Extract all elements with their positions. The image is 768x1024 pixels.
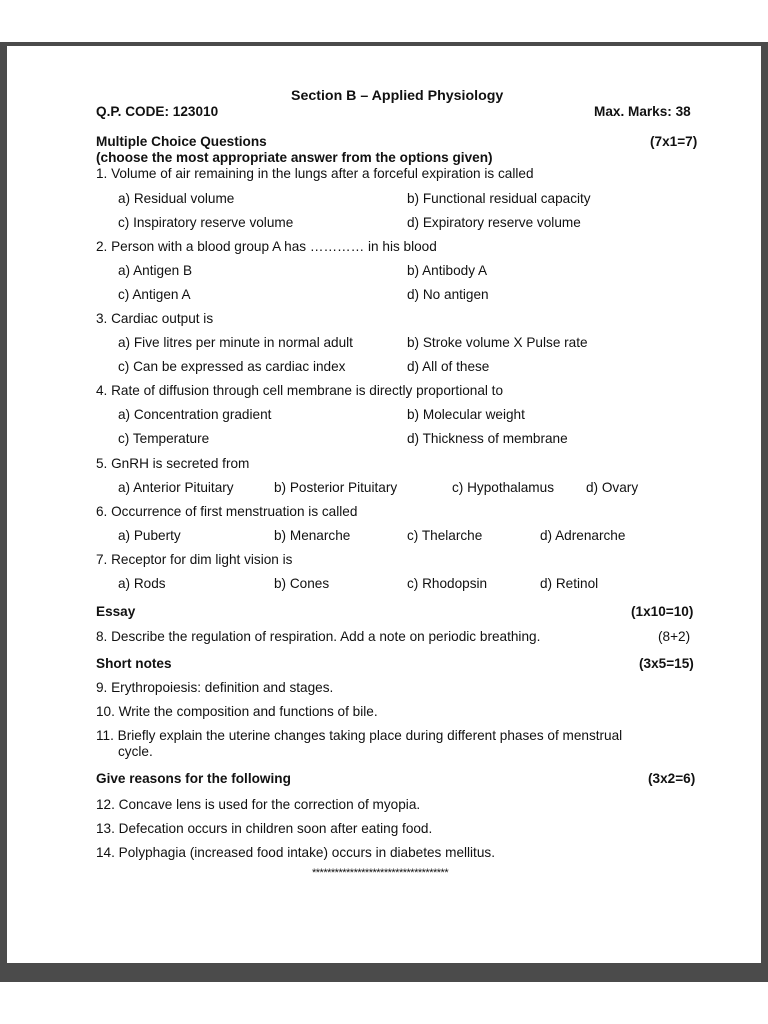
- mcq-instruction: (choose the most appropriate answer from the options given): [96, 150, 493, 165]
- q4-option-d: d) Thickness of membrane: [407, 431, 568, 446]
- mcq-heading: Multiple Choice Questions: [96, 134, 267, 149]
- question-14: 14. Polyphagia (increased food intake) occurs in diabetes mellitus.: [96, 845, 495, 860]
- q2-option-b: b) Antibody A: [407, 263, 488, 278]
- section-title: Section B – Applied Physiology: [291, 88, 504, 104]
- q4-option-c: c) Temperature: [118, 431, 210, 446]
- question-7: 7. Receptor for dim light vision is: [96, 552, 293, 567]
- q7-option-b: b) Cones: [274, 576, 330, 591]
- q3-option-c: c) Can be expressed as cardiac index: [118, 359, 346, 374]
- question-2: 2. Person with a blood group A has ………… in his blood: [96, 239, 437, 254]
- q5-option-d: d) Ovary: [586, 480, 639, 495]
- q6-option-c: c) Thelarche: [407, 528, 483, 543]
- q3-option-b: b) Stroke volume X Pulse rate: [407, 335, 588, 350]
- q5-option-c: c) Hypothalamus: [452, 480, 554, 495]
- q6-option-b: b) Menarche: [274, 528, 351, 543]
- essay-heading: Essay: [96, 604, 136, 619]
- q2-option-c: c) Antigen A: [118, 287, 191, 302]
- question-13: 13. Defecation occurs in children soon after eating food.: [96, 821, 433, 836]
- short-notes-heading: Short notes: [96, 656, 172, 671]
- q3-option-a: a) Five litres per minute in normal adult: [118, 335, 353, 350]
- q5-option-b: b) Posterior Pituitary: [274, 480, 398, 495]
- question-8: 8. Describe the regulation of respiration. Add a note on periodic breathing.: [96, 629, 541, 644]
- q7-option-a: a) Rods: [118, 576, 166, 591]
- q4-option-b: b) Molecular weight: [407, 407, 525, 422]
- question-11-continued: cycle.: [118, 744, 153, 759]
- mcq-marks: (7x1=7): [650, 134, 698, 149]
- question-10: 10. Write the composition and functions of bile.: [96, 704, 378, 719]
- q7-option-c: c) Rhodopsin: [407, 576, 488, 591]
- q6-option-a: a) Puberty: [118, 528, 181, 543]
- q7-option-d: d) Retinol: [540, 576, 599, 591]
- end-marker: ************************************: [312, 867, 449, 879]
- q6-option-d: d) Adrenarche: [540, 528, 626, 543]
- reasons-marks: (3x2=6): [648, 771, 696, 786]
- q4-option-a: a) Concentration gradient: [118, 407, 272, 422]
- q1-option-b: b) Functional residual capacity: [407, 191, 591, 206]
- q2-option-d: d) No antigen: [407, 287, 489, 302]
- q1-option-a: a) Residual volume: [118, 191, 235, 206]
- q3-option-d: d) All of these: [407, 359, 490, 374]
- question-8-marks: (8+2): [658, 629, 691, 644]
- question-5: 5. GnRH is secreted from: [96, 456, 250, 471]
- question-3: 3. Cardiac output is: [96, 311, 214, 326]
- q2-option-a: a) Antigen B: [118, 263, 193, 278]
- question-9: 9. Erythropoiesis: definition and stages.: [96, 680, 334, 695]
- question-paper: [7, 46, 761, 963]
- qp-code: Q.P. CODE: 123010: [96, 104, 219, 119]
- document-frame: [0, 42, 768, 982]
- question-1: 1. Volume of air remaining in the lungs after a forceful expiration is called: [96, 166, 534, 181]
- question-6: 6. Occurrence of first menstruation is called: [96, 504, 358, 519]
- max-marks: Max. Marks: 38: [594, 104, 691, 119]
- question-11: 11. Briefly explain the uterine changes taking place during different phases of menstrual: [96, 728, 623, 743]
- q1-option-d: d) Expiratory reserve volume: [407, 215, 581, 230]
- question-12: 12. Concave lens is used for the correction of myopia.: [96, 797, 421, 812]
- q5-option-a: a) Anterior Pituitary: [118, 480, 234, 495]
- essay-marks: (1x10=10): [631, 604, 694, 619]
- reasons-heading: Give reasons for the following: [96, 771, 291, 786]
- short-notes-marks: (3x5=15): [639, 656, 694, 671]
- q1-option-c: c) Inspiratory reserve volume: [118, 215, 294, 230]
- question-4: 4. Rate of diffusion through cell membrane is directly proportional to: [96, 383, 504, 398]
